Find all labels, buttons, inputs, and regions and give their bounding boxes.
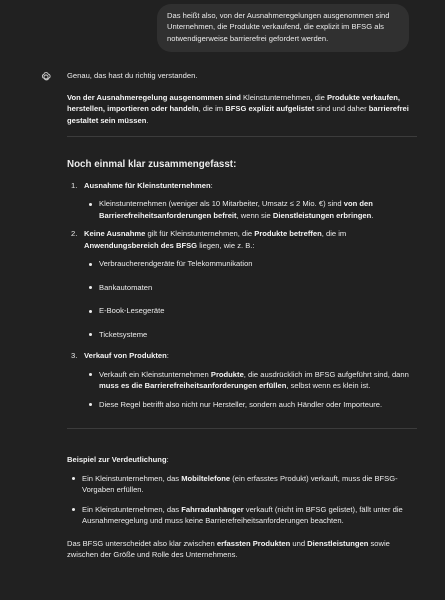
bold-text: erfassten Produkten — [216, 538, 291, 548]
user-message-bubble — [157, 4, 409, 52]
bold-text: Fahrradanhänger — [181, 504, 244, 514]
text: sind und daher — [314, 104, 369, 113]
user-message-line: notwendigerweise barrierefrei gefordert werden. — [167, 33, 329, 43]
divider — [67, 136, 417, 137]
text: . — [146, 115, 149, 125]
text: Ein Kleinstunternehmen, das — [82, 504, 182, 514]
list-number: 3. — [71, 351, 78, 360]
text: . — [371, 210, 374, 220]
main-paragraph — [67, 92, 417, 127]
text: Ein Kleinstunternehmen, das — [82, 473, 182, 483]
bold-text: Anwendungsbereich des BFSG — [84, 240, 198, 250]
divider — [67, 428, 417, 429]
bold-text: Verkauf von Produkten — [84, 351, 167, 360]
sub-list-item — [84, 369, 417, 392]
bold-text: Von der Ausnahmeregelung ausgenommen sind — [67, 92, 241, 102]
bold-text: Produkte betreffen — [254, 229, 322, 238]
text: , selbst wenn es klein ist. — [286, 381, 371, 390]
sub-list-item: E-Book-Lesegeräte — [84, 305, 417, 317]
list-number: 1. — [71, 180, 78, 190]
user-message-line: Unternehmen, die Produkte verkaufend, die explizit im BFSG als — [167, 22, 384, 32]
bold-text: muss es die Barrierefreiheitsanforderungen erfüllen — [99, 381, 287, 390]
example-list-item — [67, 504, 417, 527]
bold-text: barrierefrei gestaltet sein müssen — [67, 104, 409, 125]
list-number: 2. — [71, 229, 78, 238]
text: Das BFSG unterscheidet also klar zwischen — [67, 538, 217, 548]
closing-paragraph — [67, 538, 417, 561]
list-item — [67, 180, 417, 222]
summary-list — [67, 180, 417, 411]
bold-text: BFSG explizit aufgelistet — [225, 104, 315, 113]
openai-logo-icon — [40, 71, 52, 83]
bold-text: Dienstleistungen — [307, 538, 369, 548]
text: Kleinstunternehmen (weniger als 10 Mitarbeiter, Umsatz ≤ 2 Mio. €) sind — [99, 199, 344, 208]
sub-list-item: Diese Regel betrifft also nicht nur Hersteller, sondern auch Händler oder Importeure. — [84, 399, 417, 411]
text: : — [166, 351, 169, 360]
list-item — [67, 350, 417, 410]
text: (ein erfasstes Produkt) verkauft, muss die BFSG-Vorgaben erfüllen. — [82, 473, 398, 494]
text: und — [290, 538, 308, 548]
text: liegen, wie z. B.: — [197, 240, 255, 250]
bold-text: Produkte verkaufen, herstellen, importieren oder handeln — [67, 92, 400, 113]
bold-text: Mobiltelefone — [181, 473, 231, 483]
example-heading — [67, 454, 417, 466]
sub-list — [84, 258, 417, 340]
summary-heading: Noch einmal klar zusammengefasst: — [67, 159, 237, 170]
sub-list — [84, 369, 417, 411]
text: , wenn sie — [236, 210, 273, 220]
text: verkauft (nicht im BFSG gelistet), fällt unter die Ausnahmeregelung und muss keine Barrierefreiheitsanforderungen beachten. — [82, 504, 403, 525]
user-message-line: Das heißt also, von der Ausnahmeregelungen ausgenommen sind — [167, 11, 390, 20]
list-item — [67, 228, 417, 340]
assistant-message — [67, 70, 417, 561]
text: gilt für Kleinstunternehmen, die — [145, 229, 255, 238]
text: , die ausdrücklich im BFSG aufgeführt sind, dann — [243, 369, 409, 379]
sub-list-item: Verbraucherendgeräte für Telekommunikation — [84, 258, 417, 270]
example-list-item — [67, 473, 417, 496]
text: Kleinstunternehmen, die — [240, 92, 327, 102]
text: : — [210, 180, 213, 190]
text: , die im — [321, 229, 347, 238]
sub-list-item: Bankautomaten — [84, 282, 417, 294]
sub-list — [84, 198, 417, 221]
intro-text: Genau, das hast du richtig verstanden. — [67, 71, 198, 80]
text: Verkauft ein Kleinstunternehmen — [99, 369, 211, 379]
text: : — [166, 455, 169, 464]
sub-list-item: Ticketsysteme — [84, 329, 417, 341]
bold-text: Keine Ausnahme — [84, 229, 146, 238]
sub-list-item — [84, 198, 417, 221]
bold-text: Produkte — [210, 369, 244, 379]
bold-text: Beispiel zur Verdeutlichung — [67, 455, 167, 464]
bold-text: Dienstleistungen erbringen — [272, 210, 372, 220]
text: sowie zwischen der Größe und Rolle des Unternehmens. — [67, 538, 390, 559]
bold-text: Ausnahme für Kleinstunternehmen — [84, 180, 211, 190]
text: , die im — [198, 104, 226, 113]
bold-text: von den Barrierefreiheitsanforderungen befreit — [99, 199, 373, 220]
example-list — [67, 473, 417, 527]
